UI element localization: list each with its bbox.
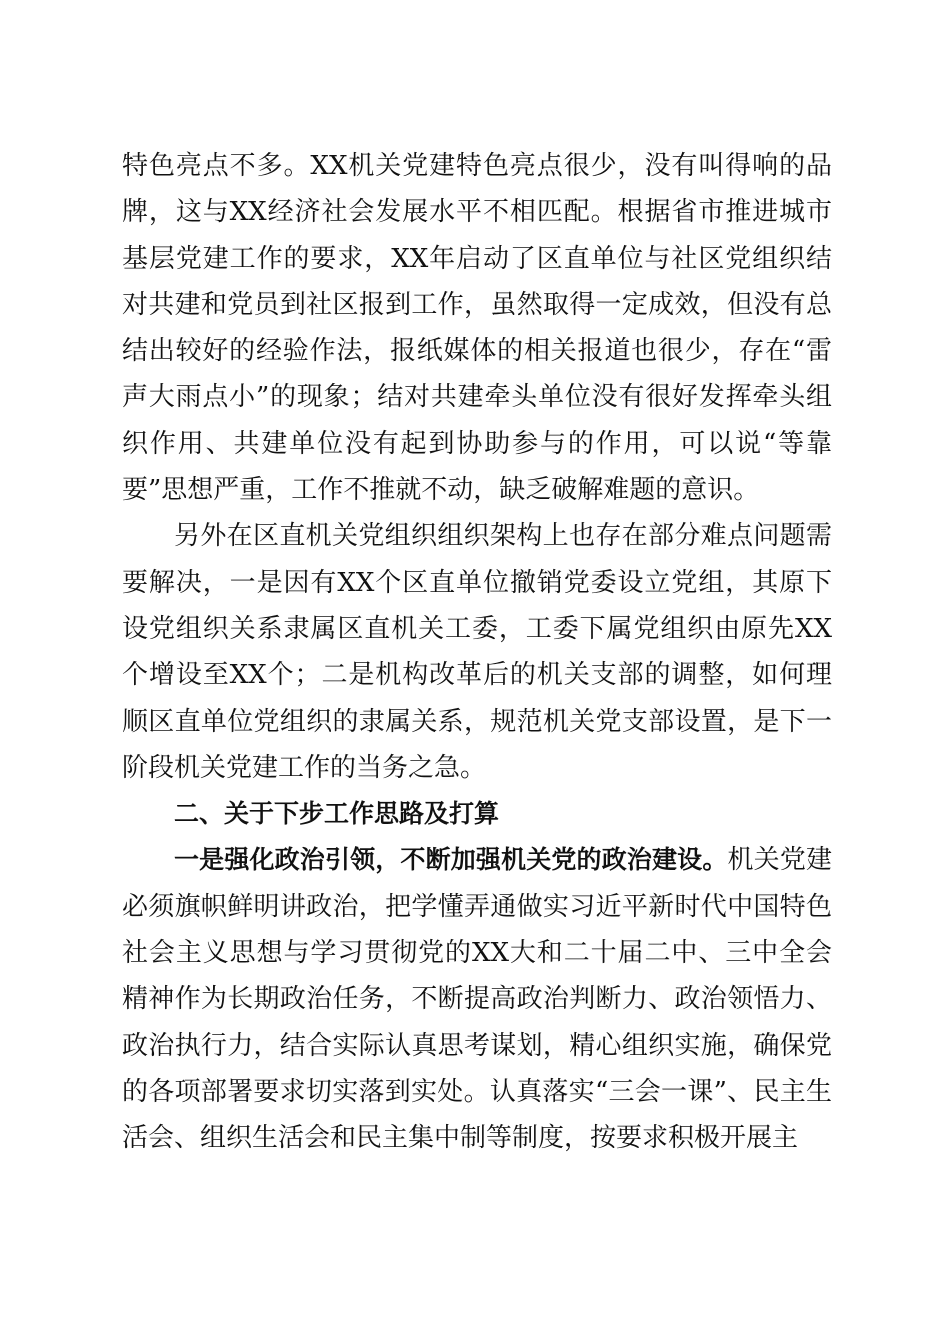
- document-body: [122, 143, 832, 1162]
- paragraph-continuation: 特色亮点不多。XX机关党建特色亮点很少，没有叫得响的品牌，这与XX经济社会发展水平不相匹配。根据省市推进城市基层党建工作的要求，XX年启动了区直单位与社区党组织结对共建和党员到社区报到工作，虽然取得一定成效，但没有总结出较好的经验作法，报纸媒体的相关报道也很少，存在“雷声大雨点小”的现象；结对共建牵头单位没有很好发挥牵头组织作用、共建单位没有起到协助参与的作用，可以说“等靠要”思想严重，工作不推就不动，缺乏破解难题的意识。: [122, 151, 832, 506]
- paragraph-org-structure: 另外在区直机关党组织组织架构上也存在部分难点问题需要解决，一是因有XX个区直单位撤销党委设立党组，其原下设党组织关系隶属区直机关工委，工委下属党组织由原先XX个增设至XX个；二是机构改革后的机关支部的调整，如何理顺区直单位党组织的隶属关系，规范机关党支部设置，是下一阶段机关党建工作的当务之急。: [122, 521, 832, 783]
- paragraph-point-one: [122, 837, 832, 1161]
- point-one-body: 机关党建必须旗帜鲜明讲政治，把学懂弄通做实习近平新时代中国特色社会主义思想与学习贯彻党的XX大和二十届二中、三中全会精神作为长期政治任务，不断提高政治判断力、政治领悟力、政治执行力，结合实际认真思考谋划，精心组织实施，确保党的各项部署要求切实落到实处。认真落实“三会一课”、民主生活会、组织生活会和民主集中制等制度，按要求积极开展主: [122, 845, 832, 1154]
- section-heading: 二、关于下步工作思路及打算: [174, 799, 500, 829]
- point-one-lead: 一是强化政治引领，不断加强机关党的政治建设。: [174, 845, 728, 875]
